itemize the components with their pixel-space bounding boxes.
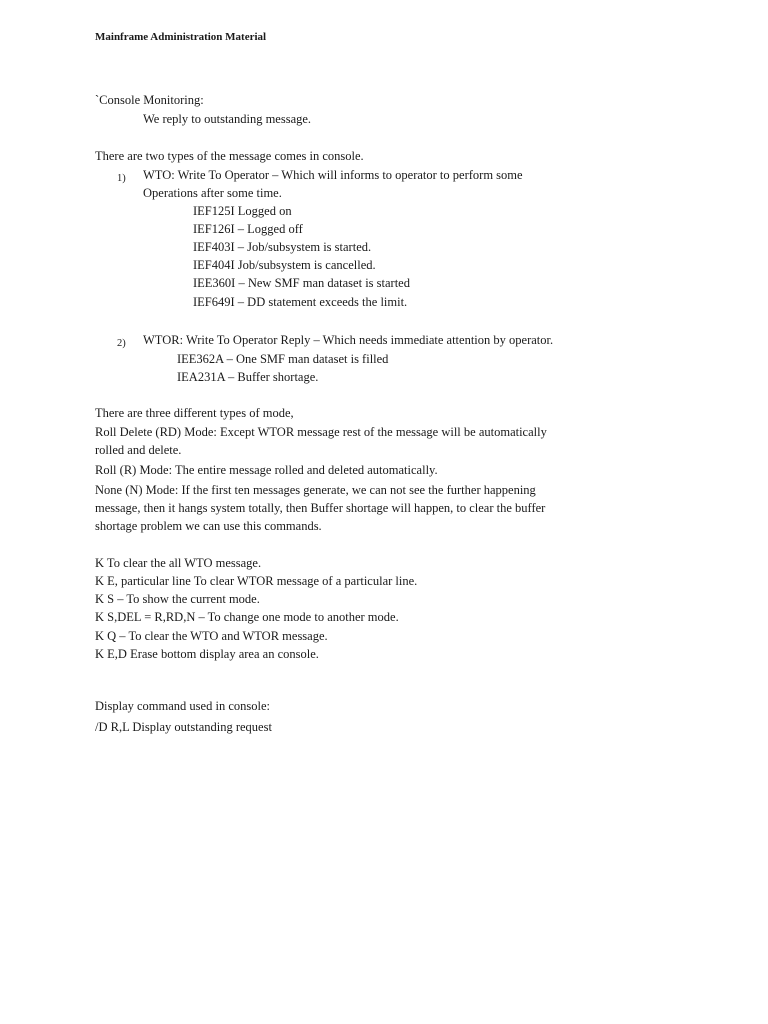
wtor-code-line: IEE362A – One SMF man dataset is filled [177,352,389,366]
wto-description-line1: WTO: Write To Operator – Which will informs to operator to perform some [143,168,523,182]
command-line: K Q – To clear the WTO and WTOR message. [95,629,328,643]
command-line: K S,DEL = R,RD,N – To change one mode to another mode. [95,610,399,624]
wto-code-line: IEE360I – New SMF man dataset is started [193,276,410,290]
page-header-title: Mainframe Administration Material [95,31,267,43]
console-monitoring-text: We reply to outstanding message. [143,112,312,126]
wto-code-line: IEF649I – DD statement exceeds the limit. [193,295,408,309]
display-command-heading: Display command used in console: [95,699,270,713]
console-monitoring-heading: `Console Monitoring: [95,93,204,107]
modes-intro: There are three different types of mode, [95,406,294,420]
wto-description-line2: Operations after some time. [143,186,282,200]
mode-text-line: None (N) Mode: If the first ten messages generate, we can not see the further happening [95,483,536,497]
wto-code-line: IEF126I – Logged off [193,222,303,236]
list-number-1: 1) [117,173,126,184]
command-line: K E,D Erase bottom display area an console. [95,647,319,661]
command-line: K S – To show the current mode. [95,592,260,606]
mode-text-line: Roll Delete (RD) Mode: Except WTOR message rest of the message will be automatically [95,425,547,439]
command-line: K To clear the all WTO message. [95,556,262,570]
wtor-description-line1: WTOR: Write To Operator Reply – Which needs immediate attention by operator. [143,333,554,347]
list-number-2: 2) [117,338,126,349]
wto-code-line: IEF403I – Job/subsystem is started. [193,240,372,254]
command-line: K E, particular line To clear WTOR message of a particular line. [95,574,418,588]
mode-text-line: message, then it hangs system totally, then Buffer shortage will happen, to clear the buffer [95,501,546,515]
message-types-intro: There are two types of the message comes in console. [95,149,364,163]
mode-text-line: Roll (R) Mode: The entire message rolled and deleted automatically. [95,463,438,477]
wto-code-line: IEF125I Logged on [193,204,292,218]
mode-text-line: rolled and delete. [95,443,182,457]
mode-text-line: shortage problem we can use this commands. [95,519,322,533]
display-command-text: /D R,L Display outstanding request [95,720,272,734]
wtor-code-line: IEA231A – Buffer shortage. [177,370,319,384]
wto-code-line: IEF404I Job/subsystem is cancelled. [193,258,376,272]
